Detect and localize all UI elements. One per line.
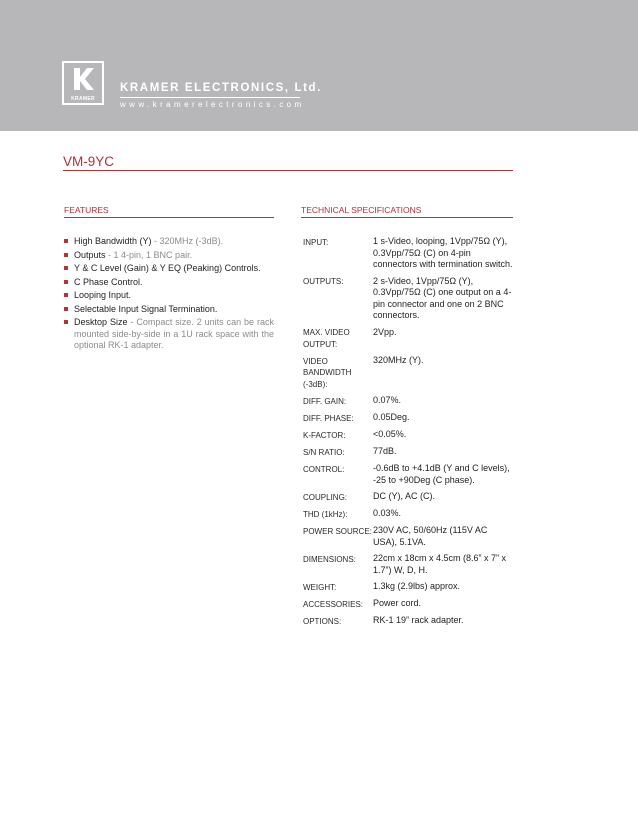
feature-title: Outputs xyxy=(74,249,106,260)
spec-value: Power cord. xyxy=(373,598,422,608)
model-divider xyxy=(63,170,513,171)
header-banner xyxy=(0,0,638,131)
spec-label: POWER SOURCE: xyxy=(303,526,372,536)
bullet-icon xyxy=(64,239,68,243)
bullet-icon xyxy=(64,253,68,257)
model-title: VM-9YC xyxy=(63,154,115,169)
spec-row xyxy=(303,236,513,276)
website-text: www.kramerelectronics.com xyxy=(120,100,305,109)
specs-divider xyxy=(301,217,513,218)
spec-row xyxy=(303,525,513,553)
kramer-logo xyxy=(62,61,104,105)
specs-heading: TECHNICAL SPECIFICATIONS xyxy=(301,205,422,215)
bullet-icon xyxy=(64,280,68,284)
feature-item xyxy=(64,290,274,302)
spec-label: OPTIONS: xyxy=(303,616,342,626)
spec-row xyxy=(303,508,513,525)
feature-text: - 320MHz (-3dB). xyxy=(151,236,224,246)
spec-label: DIMENSIONS: xyxy=(303,554,356,564)
features-list xyxy=(64,236,274,354)
company-divider xyxy=(120,97,300,98)
spec-label: OUTPUTS: xyxy=(303,277,344,286)
bullet-icon xyxy=(64,320,68,324)
feature-title: Y & C Level (Gain) & Y EQ (Peaking) Controls. xyxy=(74,263,261,273)
feature-title: Looping Input. xyxy=(74,290,132,300)
feature-item xyxy=(64,250,274,262)
spec-row xyxy=(303,598,513,615)
spec-value: DC (Y), AC (C). xyxy=(373,491,435,501)
spec-row xyxy=(303,276,513,327)
spec-label: VIDEO BANDWIDTH (-3dB): xyxy=(303,356,352,389)
spec-row xyxy=(303,429,513,446)
spec-label: INPUT: xyxy=(303,237,329,247)
spec-label: COUPLING: xyxy=(303,492,348,502)
bullet-icon xyxy=(64,307,68,311)
spec-value: 1 s-Video, looping, 1Vpp/75Ω (Y), 0.3Vpp/75Ω (C) on 4-pin connectors with termination switch. xyxy=(373,236,513,269)
k-logo-icon xyxy=(64,63,102,95)
bullet-icon xyxy=(64,266,68,270)
spec-value: 230V AC, 50/60Hz (115V AC USA), 5.1VA. xyxy=(373,525,488,547)
spec-row xyxy=(303,446,513,463)
feature-title: High Bandwidth (Y) xyxy=(74,236,152,246)
spec-value: RK-1 19” rack adapter. xyxy=(373,615,464,625)
spec-value: 0.05Deg. xyxy=(373,412,410,422)
spec-row xyxy=(303,412,513,429)
spec-row xyxy=(303,327,513,356)
company-name: KRAMER ELECTRONICS, Ltd. xyxy=(120,82,322,94)
spec-label: WEIGHT: xyxy=(303,582,337,592)
spec-value: 2Vpp. xyxy=(373,326,397,337)
feature-text: - 1 4-pin, 1 BNC pair. xyxy=(105,249,193,260)
bullet-icon xyxy=(64,293,68,297)
spec-value: 0.03%. xyxy=(373,508,402,518)
feature-title: Desktop Size xyxy=(74,317,128,327)
feature-item xyxy=(64,236,274,248)
spec-value: 0.07%. xyxy=(373,395,402,405)
spec-label: MAX. VIDEO OUTPUT: xyxy=(303,328,350,349)
spec-value: -0.6dB to +4.1dB (Y and C levels), -25 to +90Deg (C phase). xyxy=(373,463,510,485)
spec-value: <0.05%. xyxy=(373,429,407,439)
spec-label: THD (1kHz): xyxy=(303,509,348,519)
spec-row xyxy=(303,581,513,598)
spec-value: 22cm x 18cm x 4.5cm (8.6” x 7” x 1.7”) W, D, H. xyxy=(373,553,507,575)
features-heading: FEATURES xyxy=(64,205,109,215)
feature-text: - Compact size. 2 units can be rack mounted side-by-side in a 1U rack space with the optional RK-1 adapter. xyxy=(74,317,275,350)
spec-value: 77dB. xyxy=(373,446,397,456)
features-divider xyxy=(64,217,274,218)
spec-label: K-FACTOR: xyxy=(303,430,346,440)
spec-row xyxy=(303,615,513,632)
spec-row xyxy=(303,491,513,508)
spec-label: S/N RATIO: xyxy=(303,447,345,457)
spec-row xyxy=(303,395,513,412)
feature-item xyxy=(64,277,274,289)
feature-title: Selectable Input Signal Termination. xyxy=(74,303,218,314)
logo-text: KRAMER xyxy=(71,96,95,102)
spec-value: 320MHz (Y). xyxy=(373,355,424,365)
feature-title: C Phase Control. xyxy=(74,276,143,287)
spec-row xyxy=(303,553,513,581)
feature-item xyxy=(64,304,274,316)
spec-row xyxy=(303,355,513,395)
feature-item xyxy=(64,263,274,275)
spec-label: DIFF. PHASE: xyxy=(303,413,354,423)
spec-value: 2 s-Video, 1Vpp/75Ω (Y), 0.3Vpp/75Ω (C) one output on a 4-pin connector and one on 2 BNC connectors. xyxy=(373,275,512,320)
spec-label: ACCESSORIES: xyxy=(303,599,364,609)
feature-item xyxy=(64,317,274,352)
spec-label: DIFF. GAIN: xyxy=(303,396,347,406)
spec-row xyxy=(303,463,513,491)
spec-value: 1.3kg (2.9lbs) approx. xyxy=(373,581,461,591)
spec-label: CONTROL: xyxy=(303,464,345,474)
specs-table xyxy=(303,236,513,632)
